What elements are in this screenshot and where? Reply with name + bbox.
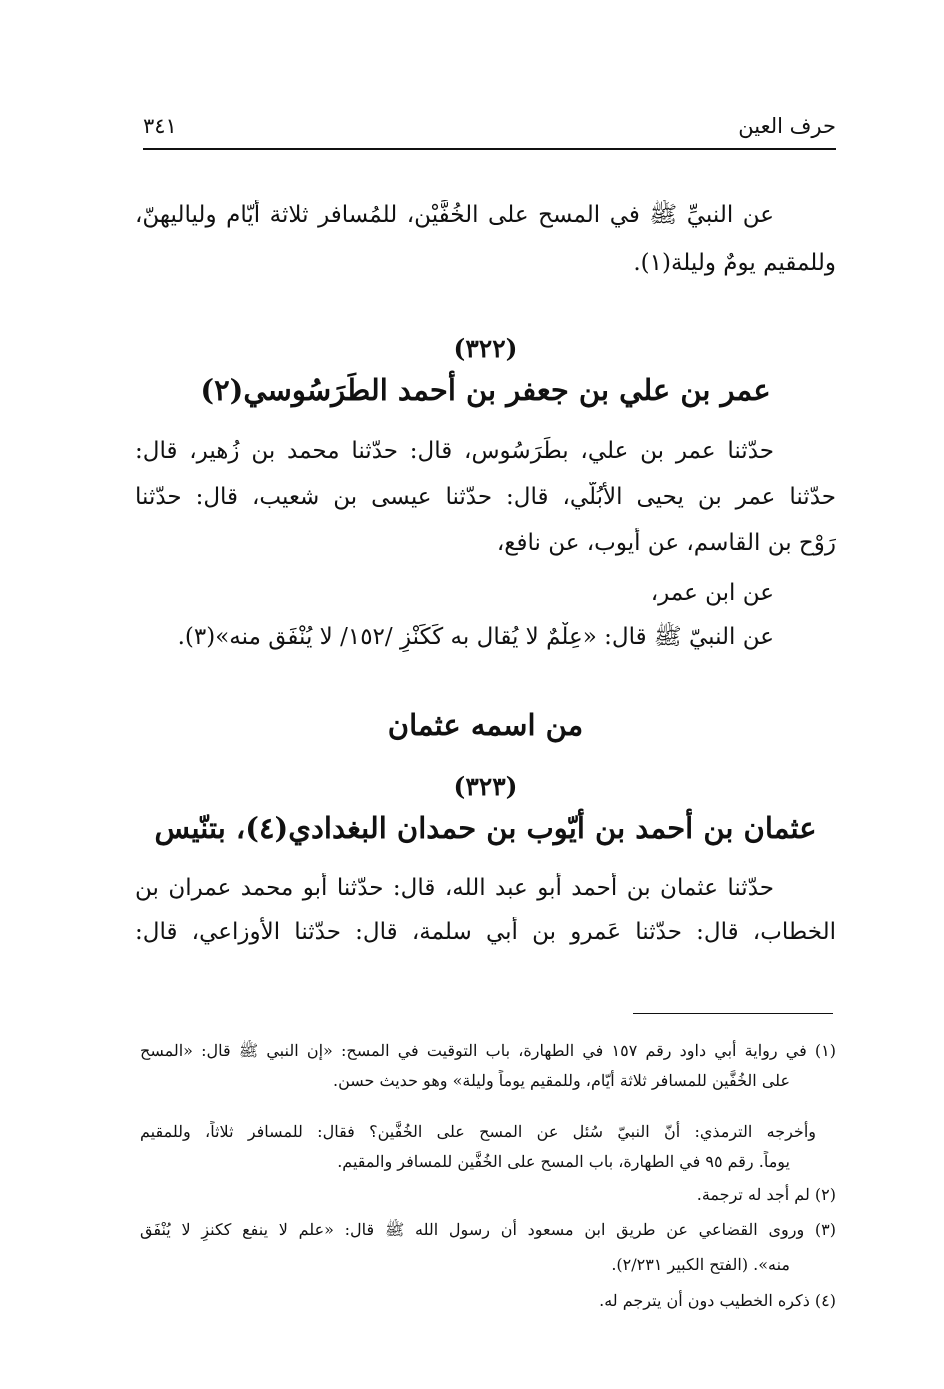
- footnote-line: منه». (الفتح الكبير ٢/٢٣١).: [611, 1255, 790, 1274]
- intro-text: [135, 200, 836, 280]
- footnote-line: يوماً. رقم ٩٥ في الطهارة، باب المسح على الخُفَّين للمسافر والمقيم.: [337, 1152, 790, 1171]
- text-line: عن النبيِّ ﷺ في المسح على الخُفَّيْن، للمُسافر ثلاثة أيّام ولياليهنّ،: [135, 202, 774, 228]
- text-line: عن النبيّ ﷺ قال: «عِلْمٌ لا يُقال به كَكَنْزٍ /١٥٢/ لا يُنْفَق منه»(٣).: [177, 624, 774, 650]
- text-line: عن ابن عمر،: [650, 580, 774, 606]
- footnote-line: (٣) وروى القضاعي عن طريق ابن مسعود أن رسول الله ﷺ قال: «علم لا ينفع ككنزٍ لا يُنْفَق: [140, 1220, 836, 1239]
- isnad-text: [135, 873, 836, 953]
- section-title: من اسمه عثمان: [387, 708, 584, 742]
- text-line: حدّثنا عمر بن علي، بطَرَسُوس، قال: حدّثنا محمد بن زُهير، قال:: [135, 438, 774, 464]
- running-title: حرف العين: [738, 114, 836, 138]
- text-line: رَوْح بن القاسم، عن أيوب، عن نافع،: [496, 530, 836, 556]
- footnote-separator: [633, 1013, 833, 1014]
- footnote-line: (٢) لم أجد له ترجمة.: [696, 1185, 836, 1204]
- matn-text: [135, 578, 836, 658]
- entry-number: (٣٢٢): [453, 334, 518, 363]
- text-line: الخطاب، قال: حدّثنا عَمرو بن أبي سلمة، قال: حدّثنا الأوزاعي، قال:: [135, 919, 836, 945]
- text-line: حدّثنا عمر بن يحيى الأُبُلّي، قال: حدّثنا عيسى بن شعيب، قال: حدّثنا: [135, 484, 836, 510]
- entry-number: (٣٢٣): [453, 772, 518, 801]
- page-header: [143, 110, 836, 150]
- footnote-line: وأخرجه الترمذي: أنّ النبيّ سُئل عن المسح على الخُفَّين؟ فقال: للمسافر ثلاثاً، وللمقيم: [140, 1122, 816, 1141]
- text-line: حدّثنا عثمان بن أحمد أبو عبد الله، قال: حدّثنا أبو محمد عمران بن: [135, 875, 774, 901]
- footnote-line: (١) في رواية أبي داود رقم ١٥٧ في الطهارة، باب التوقيت في المسح: «إن النبي ﷺ قال: «المسح: [140, 1041, 836, 1060]
- footnote-line: (٤) ذكره الخطيب دون أن يترجم له.: [599, 1291, 836, 1310]
- entry-title: عمر بن علي بن جعفر بن أحمد الطَرَسُوسي(٢): [200, 373, 771, 407]
- page-number: ٣٤١: [143, 114, 177, 138]
- text-line: وللمقيم يومٌ وليلة(١).: [633, 250, 836, 276]
- isnad-text: [135, 436, 836, 566]
- entry-title: عثمان بن أحمد بن أيّوب بن حمدان البغدادي(٤)، بتنّيس: [154, 811, 817, 845]
- footnote-line: على الخُفَّين للمسافر ثلاثة أيّام، وللمقيم يوماً وليلة» وهو حديث حسن.: [333, 1071, 790, 1090]
